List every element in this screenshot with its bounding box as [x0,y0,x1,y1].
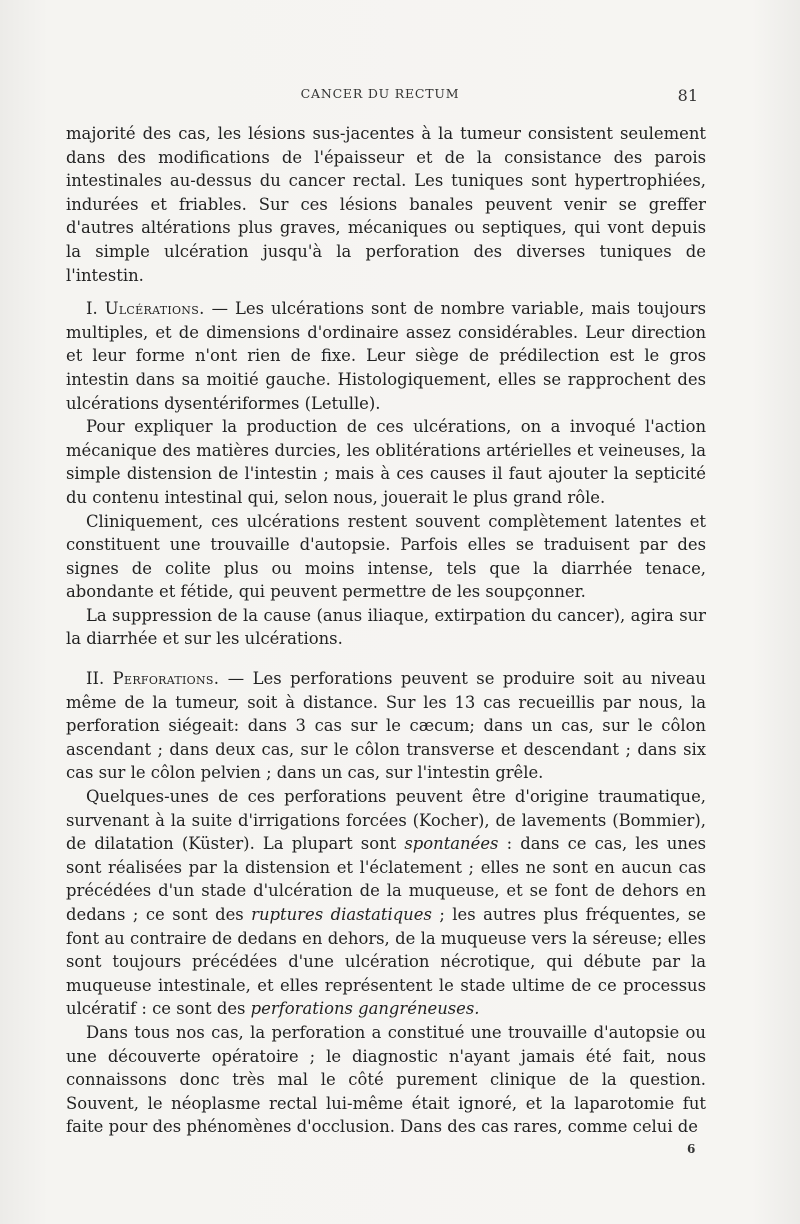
body-text [66,122,706,1139]
emphasis: ruptures diastatiques [251,905,432,924]
paragraph [66,1021,706,1139]
section-ulcerations [66,297,706,415]
paragraph-continuation [66,122,706,287]
page-number: 81 [677,86,698,105]
paragraph-text: majorité des cas, les lésions sus-jacentes à la tumeur consistent seulement dans des modifications de l'épaisseur et de la consistance des parois intestinales au-dessus du cancer rectal. Les tuniques sont hypertrophiées, indurées et friables. Sur ces lésions banales peuvent venir se greffer d'autres altérations plus graves, mécaniques ou septiques, qui vont depuis la simple ulcération jusqu'à la perforation des diverses tuniques de l'intestin. [66,124,706,285]
paragraph-text: — Les ulcérations sont de nombre variable, mais toujours multiples, et de dimensions d'ordinaire assez considérables. Leur direction et leur forme n'ont rien de fixe. Leur siège de prédilection est le gros intestin dans sa moitié gauche. Histologiquement, elles se rapprochent des ulcérations dysentériformes (Letulle). [66,299,706,413]
paragraph-text: La suppression de la cause (anus iliaque, extirpation du cancer), agira sur la diarrhée et sur les ulcérations. [66,605,706,649]
paragraph-text: : dans ce cas, les unes sont réalisées par la distension et l'éclatement ; elles ne sont en aucun cas précédées d'un stade d'ulcération de la muqueuse, et se font de dehors en dedans ; ce sont des [66,834,707,924]
paragraph-text: Cliniquement, ces ulcérations restent souvent complètement latentes et constituent une trouvaille d'autopsie. Parfois elles se traduisent par des signes de colite plus ou moins intense, tels que la diarrhée tenace, abondante et fétide, qui peuvent permettre de les soupçonner. [66,511,706,602]
paragraph [66,415,706,509]
emphasis: perforations gangréneuses. [250,999,480,1019]
paragraph-text: ; les autres plus fréquentes, se font au contraire de dedans en dehors, de la muqueuse vers la séreuse; elles sont toujours précédées d'une ulcération nécrotique, qui débute par la muqueuse intestinale, et elles représentent le stade ultime de ce processus ulcératif : ce sont des [66,905,706,1019]
page-header [0,86,800,110]
paragraph [66,785,706,1021]
section-heading: Perforations. [112,669,220,689]
section-number: II. [86,669,113,689]
section-heading: Ulcérations. [104,299,205,319]
emphasis: spontanées [404,834,499,854]
paragraph-text: Quelques-unes de ces perforations peuvent être d'origine traumatique, survenant à la suite d'irrigations forcées (Kocher), de lavements (Bommier), de dilatation (Küster). La plupart sont [66,787,706,854]
paragraph [66,604,706,651]
paragraph [66,510,706,604]
signature-mark: 6 [687,1142,696,1156]
running-title: CANCER DU RECTUM [300,86,460,101]
section-number: I. [86,299,105,319]
paragraph-text: Pour expliquer la production de ces ulcérations, on a invoqué l'action mécanique des matières durcies, les oblitérations artérielles et veineuses, la simple distension de l'intestin ; mais à ces causes il faut ajouter la septicité du contenu intestinal qui, selon nous, jouerait le plus grand rôle. [66,417,706,507]
paragraph-text: Dans tous nos cas, la perforation a constitué une trouvaille d'autopsie ou une découverte opératoire ; le diagnostic n'ayant jamais été fait, nous connaissons donc très mal le côté purement clinique de la question. Souvent, le néoplasme rectal lui-même était ignoré, et la laparotomie fut faite pour des phénomènes d'occlusion. Dans des cas rares, comme celui de [66,1022,706,1137]
section-perforations [66,667,706,785]
paragraph-text: — Les perforations peuvent se produire soit au niveau même de la tumeur, soit à distance. Sur les 13 cas recueillis par nous, la perforation siégeait: dans 3 cas sur le cæcum; dans un cas, sur le côlon ascendant ; dans deux cas, sur le côlon transverse et descendant ; dans six cas sur le côlon pelvien ; dans un cas, sur l'intestin grêle. [66,669,706,783]
